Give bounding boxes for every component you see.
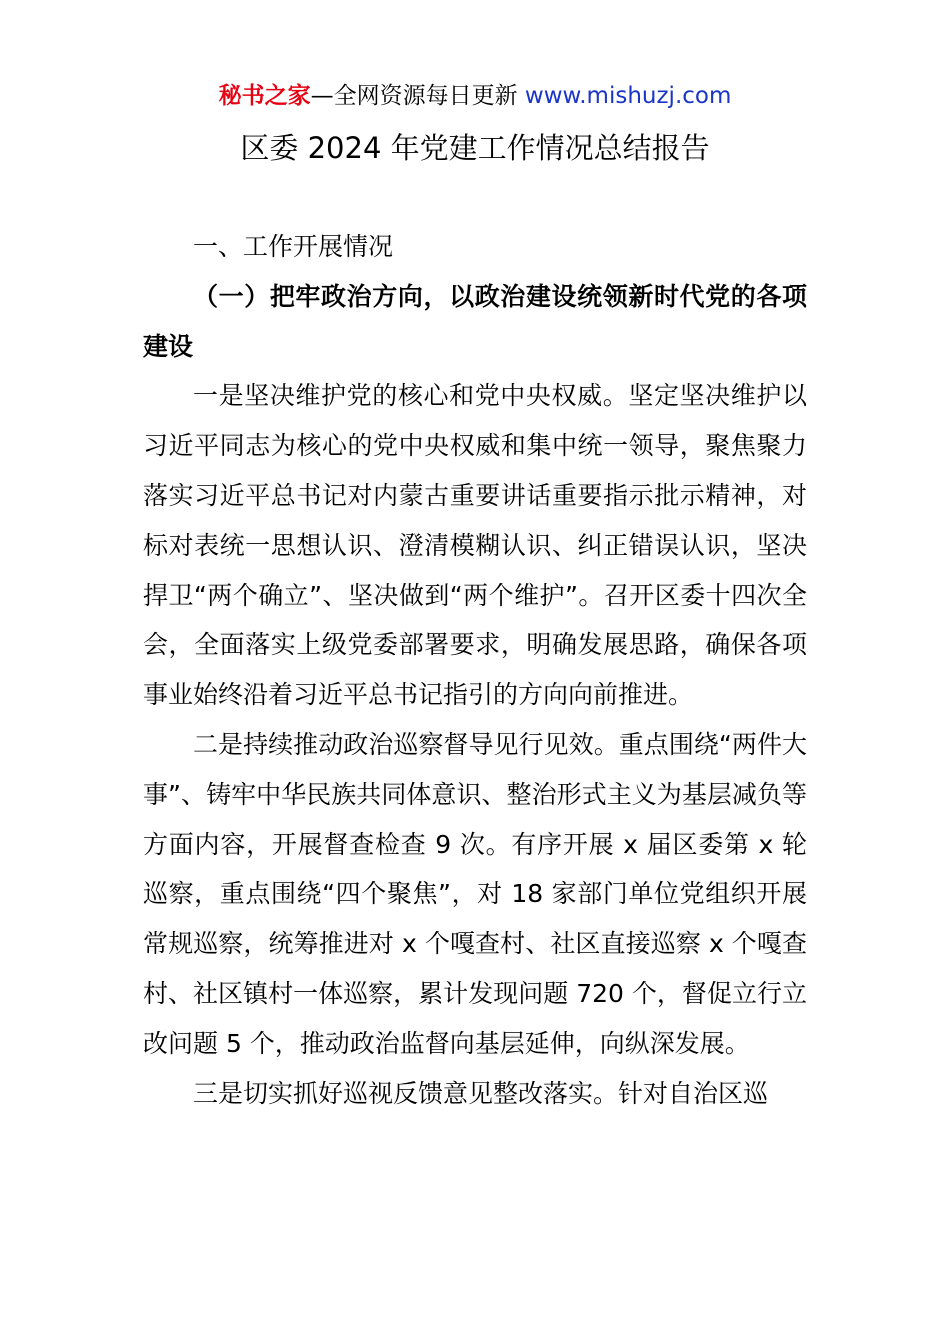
subsection-heading: （一）把牢政治方向，以政治建设统领新时代党的各项建设 — [143, 281, 807, 361]
site-url[interactable]: www.mishuzj.com — [524, 83, 732, 109]
header-tagline: —全网资源每日更新 — [310, 83, 525, 109]
brand-name: 秘书之家 — [218, 83, 311, 109]
document-body — [143, 222, 807, 1118]
section-heading: 一、工作开展情况 — [193, 232, 394, 261]
paragraph: 一是坚决维护党的核心和党中央权威。坚定坚决维护以习近平同志为核心的党中央权威和集中统一领导，聚焦聚力落实习近平总书记对内蒙古重要讲话重要指示批示精神，对标对表统一思想认识、澄清模糊认识、纠正错误认识，坚决捍卫“两个确立”、坚决做到“两个维护”。召开区委十四次全会，全面落实上级党委部署要求，明确发展思路，确保各项事业始终沿着习近平总书记指引的方向向前推进。 — [143, 381, 807, 710]
paragraph: 二是持续推动政治巡察督导见行见效。重点围绕“两件大事”、铸牢中华民族共同体意识、整治形式主义为基层减负等方面内容，开展督查检查 9 次。有序开展 x 届区委第 x 轮巡察，重点围绕“四个聚焦”，对 18 家部门单位党组织开展常规巡察，统筹推进对 x 个嘎查村、社区直接巡察 x 个嘎查村、社区镇村一体巡察，累计发现问题 720 个，督促立行立改问题 5 个，推动政治监督向基层延伸，向纵深发展。 — [143, 729, 807, 1058]
document-title: 区委 2024 年党建工作情况总结报告 — [240, 131, 710, 165]
paragraph: 三是切实抓好巡视反馈意见整改落实。针对自治区巡 — [193, 1078, 769, 1108]
site-header — [0, 80, 950, 112]
